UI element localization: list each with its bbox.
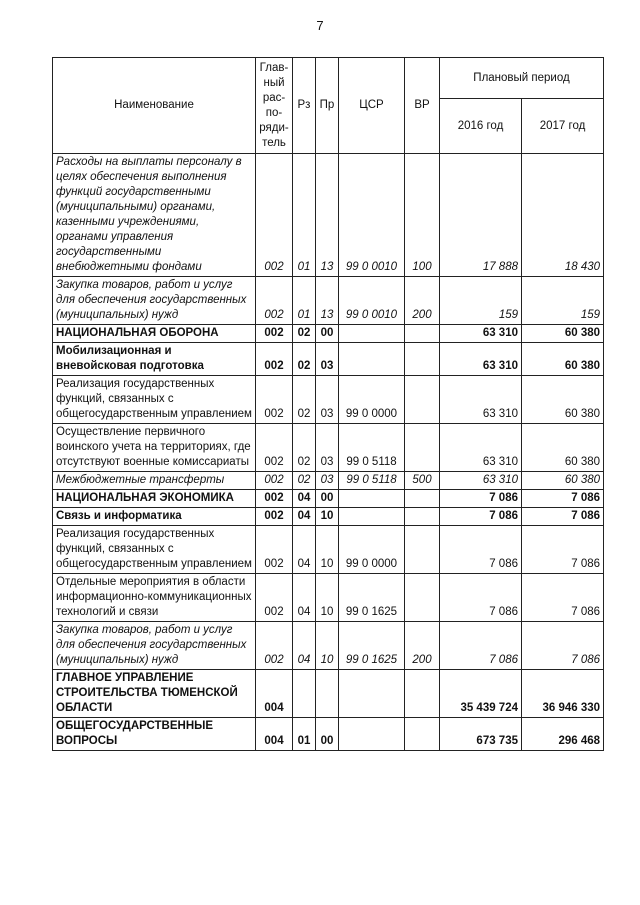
row-csr [339,343,405,376]
row-csr [339,508,405,526]
col-header-period: Плановый период [440,58,604,99]
glav-line: тель [262,136,286,149]
row-vr [405,424,440,472]
row-rz: 02 [293,472,316,490]
row-pr: 13 [316,154,339,277]
row-glav: 002 [256,574,293,622]
row-value-2016: 159 [440,277,522,325]
col-header-2017: 2017 год [522,99,604,154]
row-value-2016: 7 086 [440,622,522,670]
row-value-2016: 17 888 [440,154,522,277]
row-glav: 002 [256,490,293,508]
row-pr: 00 [316,718,339,751]
row-name: ГЛАВНОЕ УПРАВЛЕНИЕ СТРОИТЕЛЬСТВА ТЮМЕНСКОЙ ОБЛАСТИ [53,670,256,718]
row-csr: 99 0 1625 [339,574,405,622]
row-vr [405,670,440,718]
row-value-2017: 7 086 [522,574,604,622]
row-csr: 99 0 5118 [339,472,405,490]
row-rz: 02 [293,424,316,472]
row-vr: 200 [405,622,440,670]
row-rz: 04 [293,490,316,508]
row-value-2017: 60 380 [522,325,604,343]
row-value-2017: 60 380 [522,472,604,490]
row-rz: 04 [293,526,316,574]
page-number: 7 [316,18,324,33]
row-csr [339,490,405,508]
row-name: НАЦИОНАЛЬНАЯ ЭКОНОМИКА [53,490,256,508]
row-glav: 004 [256,670,293,718]
table-row [53,526,604,574]
row-name: НАЦИОНАЛЬНАЯ ОБОРОНА [53,325,256,343]
row-value-2016: 673 735 [440,718,522,751]
row-glav: 002 [256,622,293,670]
row-value-2016: 7 086 [440,526,522,574]
row-pr: 03 [316,472,339,490]
budget-table [52,57,604,751]
row-rz: 01 [293,277,316,325]
col-header-2016: 2016 год [440,99,522,154]
row-value-2016: 7 086 [440,574,522,622]
row-csr [339,718,405,751]
row-name: Межбюджетные трансферты [53,472,256,490]
row-pr: 10 [316,526,339,574]
row-csr: 99 0 0010 [339,154,405,277]
row-csr [339,670,405,718]
row-rz: 01 [293,154,316,277]
row-vr: 500 [405,472,440,490]
table-row [53,490,604,508]
table-row [53,424,604,472]
row-value-2017: 7 086 [522,508,604,526]
row-value-2016: 35 439 724 [440,670,522,718]
row-value-2017: 36 946 330 [522,670,604,718]
row-csr: 99 0 1625 [339,622,405,670]
row-glav: 004 [256,718,293,751]
row-csr: 99 0 0010 [339,277,405,325]
row-glav: 002 [256,343,293,376]
row-vr [405,343,440,376]
table-row [53,622,604,670]
row-vr [405,325,440,343]
row-rz: 02 [293,325,316,343]
row-glav: 002 [256,508,293,526]
row-rz: 02 [293,376,316,424]
row-value-2017: 60 380 [522,424,604,472]
row-value-2016: 63 310 [440,376,522,424]
row-pr: 00 [316,490,339,508]
row-pr: 03 [316,343,339,376]
row-vr [405,526,440,574]
row-glav: 002 [256,376,293,424]
table-row [53,472,604,490]
row-name: Закупка товаров, работ и услуг для обеспечения государственных (муниципальных) нужд [53,277,256,325]
row-glav: 002 [256,526,293,574]
row-name: Мобилизационная и вневойсковая подготовка [53,343,256,376]
col-header-csr: ЦСР [339,58,405,154]
row-pr: 00 [316,325,339,343]
col-header-vr: ВР [405,58,440,154]
row-name: ОБЩЕГОСУДАРСТВЕННЫЕ ВОПРОСЫ [53,718,256,751]
glav-line: ряди- [259,121,289,134]
row-rz: 04 [293,574,316,622]
row-value-2016: 63 310 [440,325,522,343]
row-csr [339,325,405,343]
table-row [53,277,604,325]
row-glav: 002 [256,277,293,325]
table-row [53,154,604,277]
row-name: Осуществление первичного воинского учета на территориях, где отсутствуют военные комиссариаты [53,424,256,472]
row-pr: 03 [316,376,339,424]
table-row [53,343,604,376]
row-pr: 03 [316,424,339,472]
glav-line: ный [263,76,285,89]
table-row [53,508,604,526]
row-glav: 002 [256,325,293,343]
row-vr [405,718,440,751]
row-pr [316,670,339,718]
row-csr: 99 0 0000 [339,376,405,424]
glav-line: по- [265,106,283,119]
row-value-2017: 60 380 [522,343,604,376]
row-vr [405,574,440,622]
row-value-2017: 60 380 [522,376,604,424]
row-vr [405,508,440,526]
row-rz: 04 [293,508,316,526]
row-vr [405,490,440,508]
row-value-2017: 7 086 [522,622,604,670]
table-row [53,325,604,343]
row-vr: 100 [405,154,440,277]
table-row [53,718,604,751]
row-rz: 01 [293,718,316,751]
row-glav: 002 [256,154,293,277]
row-value-2017: 18 430 [522,154,604,277]
row-name: Реализация государственных функций, связанных с общегосударственным управлением [53,526,256,574]
row-vr: 200 [405,277,440,325]
row-vr [405,376,440,424]
row-rz: 04 [293,622,316,670]
row-value-2016: 7 086 [440,490,522,508]
table-row [53,376,604,424]
row-value-2017: 296 468 [522,718,604,751]
glav-line: Глав- [259,61,289,74]
row-value-2017: 159 [522,277,604,325]
row-name: Реализация государственных функций, связанных с общегосударственным управлением [53,376,256,424]
row-rz: 02 [293,343,316,376]
row-pr: 10 [316,508,339,526]
row-name: Отдельные мероприятия в области информационно-коммуникационных технологий и связи [53,574,256,622]
header-row-1 [53,58,604,99]
row-rz [293,670,316,718]
col-header-rz: Рз [293,58,316,154]
row-value-2017: 7 086 [522,490,604,508]
row-glav: 002 [256,472,293,490]
row-glav: 002 [256,424,293,472]
row-csr: 99 0 0000 [339,526,405,574]
col-header-glav [256,58,293,154]
row-value-2017: 7 086 [522,526,604,574]
col-header-pr: Пр [316,58,339,154]
row-value-2016: 7 086 [440,508,522,526]
row-pr: 10 [316,574,339,622]
row-name: Расходы на выплаты персоналу в целях обеспечения выполнения функций государственными (муниципальными) органами, казенными учреждениями, органами управления государственными внебюджетными фондами [53,154,256,277]
table-row [53,670,604,718]
row-value-2016: 63 310 [440,343,522,376]
row-name: Закупка товаров, работ и услуг для обеспечения государственных (муниципальных) нужд [53,622,256,670]
row-value-2016: 63 310 [440,424,522,472]
row-pr: 13 [316,277,339,325]
table-row [53,574,604,622]
glav-line: рас- [262,91,286,104]
table-body [53,154,604,751]
row-name: Связь и информатика [53,508,256,526]
row-pr: 10 [316,622,339,670]
row-value-2016: 63 310 [440,472,522,490]
row-csr: 99 0 5118 [339,424,405,472]
col-header-name: Наименование [53,58,256,154]
